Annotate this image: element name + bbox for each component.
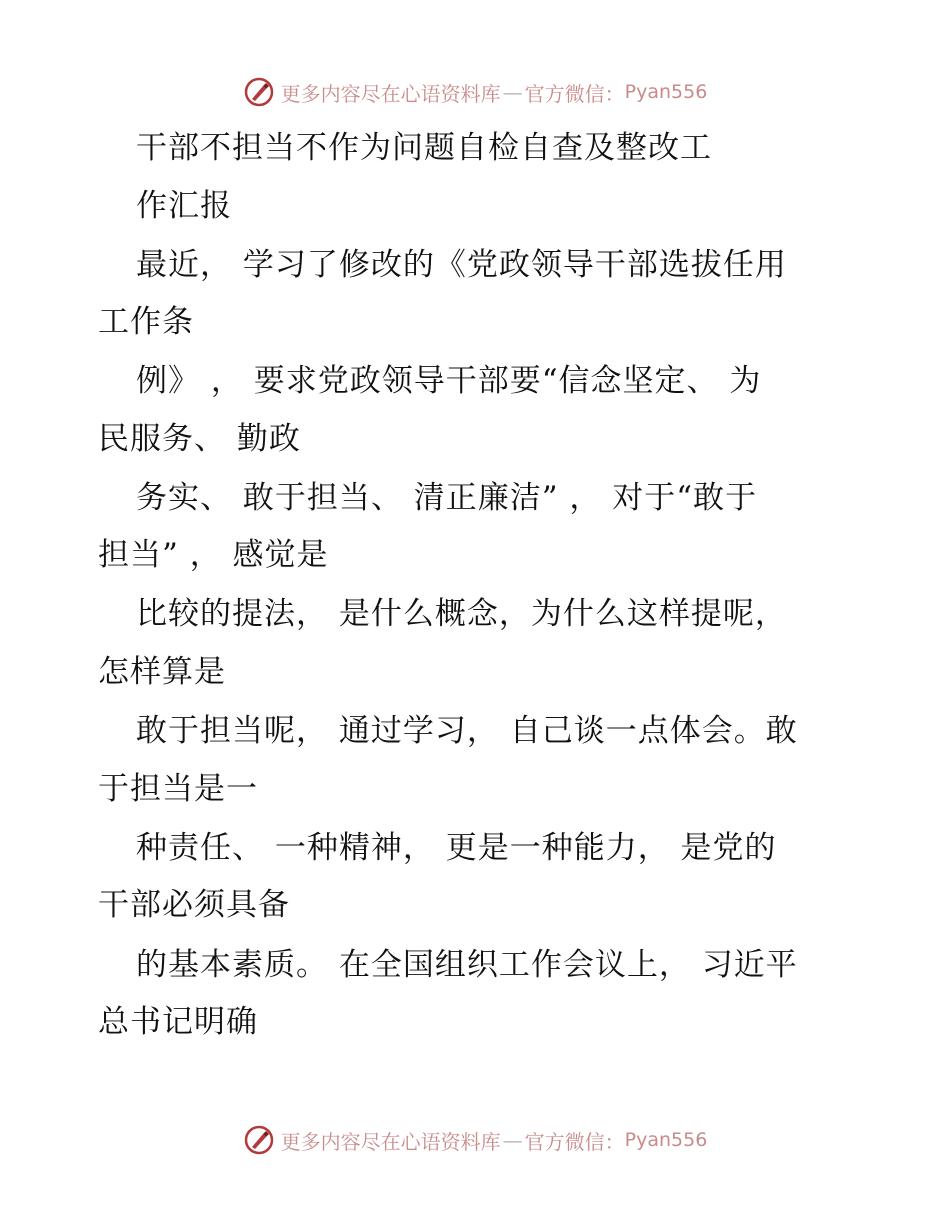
paragraph-line: 干部必须具备	[98, 887, 290, 923]
watermark-dash: —	[502, 1128, 523, 1152]
paragraph-line: 务实、 敢于担当、 清正廉洁” ， 对于“敢于	[136, 480, 758, 516]
paragraph-line: 的基本素质。 在全国组织工作会议上， 习近平	[136, 947, 798, 983]
paragraph-line: 种责任、 一种精神， 更是一种能力， 是党的	[136, 830, 777, 866]
paragraph-line: 民服务、 勤政	[98, 421, 301, 457]
watermark-wechat-id: Pyan556	[624, 1129, 708, 1151]
watermark-site-text: 更多内容尽在心语资料库	[280, 81, 501, 106]
paragraph-line: 例》 ， 要求党政领导干部要“信念坚定、 为	[136, 363, 762, 399]
paragraph-line: 比较的提法， 是什么概念，为什么这样提呢，	[136, 596, 787, 632]
watermark-site-text: 更多内容尽在心语资料库	[280, 1129, 501, 1154]
watermark-wechat-label: 官方微信：	[524, 81, 625, 106]
title-line-1: 干部不担当不作为问题自检自查及整改工	[136, 130, 712, 166]
watermark-dash: —	[502, 80, 523, 104]
paragraph-line: 最近， 学习了修改的《党政领导干部选拔任用	[136, 247, 787, 283]
paragraph-line: 总书记明确	[98, 1004, 258, 1040]
paragraph-line: 怎样算是	[98, 654, 226, 690]
watermark-wechat-label: 官方微信：	[524, 1129, 625, 1154]
paragraph-line: 担当” ， 感觉是	[98, 537, 329, 573]
paragraph-line: 于担当是一	[98, 771, 258, 807]
watermark-wechat-id: Pyan556	[624, 81, 708, 103]
paragraph-line: 敢于担当呢， 通过学习， 自己谈一点体会。敢	[136, 713, 798, 749]
watermark-footer	[0, 1120, 950, 1160]
watermark-header	[0, 72, 950, 112]
pen-logo-icon	[243, 76, 275, 108]
pen-logo-icon	[243, 1124, 275, 1156]
paragraph-line: 工作条	[98, 304, 194, 340]
title-line-2: 作汇报	[136, 188, 232, 224]
